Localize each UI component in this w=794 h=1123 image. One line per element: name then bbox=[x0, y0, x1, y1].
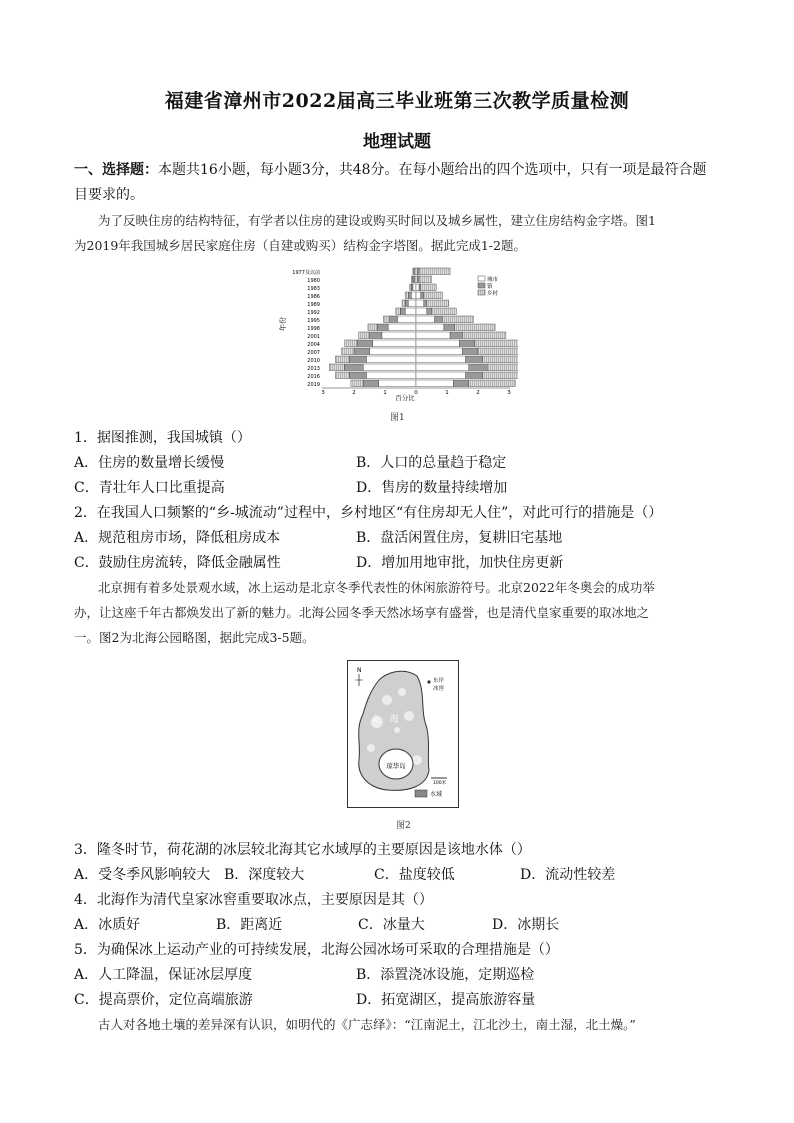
bar-right-rural-0 bbox=[419, 268, 450, 275]
year-label-9: 2004 bbox=[307, 342, 320, 348]
q5-option-a: A．人工降温，保证冰层厚度 bbox=[74, 967, 253, 983]
x-tick-6: 3 bbox=[507, 390, 511, 396]
bar-left-city-2 bbox=[413, 284, 416, 291]
q4-stem: 4．北海作为清代皇家冰窖重要取冰点，主要原因是其（） bbox=[74, 892, 433, 908]
bar-left-city-4 bbox=[408, 300, 416, 307]
bar-right-rural-11 bbox=[483, 356, 518, 363]
bar-right-city-13 bbox=[416, 372, 466, 379]
figure2-caption: 图2 bbox=[396, 821, 411, 831]
bar-right-rural-13 bbox=[483, 372, 518, 379]
bar-left-city-13 bbox=[366, 372, 416, 379]
year-label-8: 2001 bbox=[307, 334, 320, 340]
passage2-line1: 北京拥有着多处景观水域，冰上运动是北京冬季代表性的休闲旅游符号。北京2022年冬奥会的成功举 bbox=[98, 580, 655, 595]
q1-option-a: A．住房的数量增长缓慢 bbox=[74, 455, 225, 471]
bar-right-town-10 bbox=[463, 348, 479, 355]
bar-right-rural-2 bbox=[421, 284, 437, 291]
x-axis-label: 百分比 bbox=[395, 394, 415, 402]
water-legend-label: 水域 bbox=[430, 791, 443, 798]
bar-left-city-9 bbox=[373, 340, 416, 347]
bar-right-rural-9 bbox=[475, 340, 518, 347]
bar-right-town-2 bbox=[419, 284, 421, 291]
page-title: 福建省漳州市2022届高三毕业班第三次教学质量检测 bbox=[164, 90, 630, 112]
q2-stem: 2．在我国人口频繁的“乡-城流动”过程中，乡村地区“有住房却无人住”，对此可行的措施是（） bbox=[74, 505, 663, 521]
bar-left-town-0 bbox=[413, 268, 415, 275]
bar-left-city-7 bbox=[388, 324, 416, 331]
q4-option-a: A．冰质好 bbox=[74, 917, 141, 933]
x-tick-4: 1 bbox=[445, 390, 449, 396]
bar-left-city-6 bbox=[397, 316, 416, 323]
q2-option-a: A．规范租房市场，降低租房成本 bbox=[74, 530, 281, 546]
bar-right-rural-10 bbox=[478, 348, 518, 355]
bar-right-town-12 bbox=[469, 364, 488, 371]
bar-left-rural-13 bbox=[335, 372, 349, 379]
passage3-line1: 古人对各地土壤的差异深有认识，如明代的《广志绎》：“江南泥土，江北沙土，南土湿，北土燥。” bbox=[98, 1017, 636, 1032]
bar-left-rural-10 bbox=[342, 348, 354, 355]
bar-right-rural-12 bbox=[487, 364, 518, 371]
bar-left-rural-14 bbox=[351, 380, 363, 387]
bar-right-town-11 bbox=[466, 356, 483, 363]
year-label-7: 1998 bbox=[307, 326, 320, 332]
q4-option-c: C．冰量大 bbox=[358, 917, 425, 933]
bar-right-town-4 bbox=[424, 300, 427, 307]
instruction-line1: 本题共16小题，每小题3分，共48分。在每小题给出的四个选项中，只有一项是最符合题 bbox=[158, 162, 707, 178]
legend-rural: 乡村 bbox=[487, 291, 499, 297]
bar-right-city-12 bbox=[416, 364, 469, 371]
bar-right-rural-8 bbox=[463, 332, 506, 339]
bar-right-town-3 bbox=[421, 292, 424, 299]
bar-right-rural-3 bbox=[424, 292, 443, 299]
east-label-1: 东岸 bbox=[433, 678, 445, 684]
passage2-line2: 办，让这座千年古都焕发出了新的魅力。北海公园冬季天然冰场享有盛誉，也是清代皇家重要的取冰地之 bbox=[74, 605, 650, 620]
bar-left-town-11 bbox=[349, 356, 366, 363]
housing-pyramid-chart bbox=[278, 264, 518, 402]
bar-left-town-7 bbox=[377, 324, 388, 331]
bar-left-rural-4 bbox=[402, 300, 405, 307]
bar-right-city-0 bbox=[416, 268, 418, 275]
bar-right-city-7 bbox=[416, 324, 444, 331]
year-label-2: 1983 bbox=[307, 286, 320, 292]
bar-left-town-3 bbox=[408, 292, 411, 299]
q3-stem: 3．隆冬时节，荷花湖的冰层较北海其它水域厚的主要原因是该地水体（） bbox=[74, 842, 531, 858]
x-tick-0: 3 bbox=[321, 390, 325, 396]
bar-right-rural-1 bbox=[419, 276, 431, 283]
bar-left-rural-2 bbox=[410, 284, 412, 291]
year-label-5: 1992 bbox=[307, 310, 320, 316]
q2-option-b: B．盘活闲置住房，复耕旧宅基地 bbox=[356, 530, 563, 546]
bar-right-town-6 bbox=[435, 316, 443, 323]
bar-left-town-13 bbox=[349, 372, 366, 379]
section-instruction bbox=[74, 160, 707, 180]
year-label-14: 2019 bbox=[307, 382, 320, 388]
x-tick-2: 1 bbox=[383, 390, 387, 396]
year-label-3: 1986 bbox=[307, 294, 320, 300]
year-label-11: 2010 bbox=[307, 358, 320, 364]
q3-option-b: B．深度较大 bbox=[224, 867, 305, 883]
bar-left-city-12 bbox=[363, 364, 416, 371]
bar-right-city-3 bbox=[416, 292, 421, 299]
bar-right-city-1 bbox=[416, 276, 418, 283]
q2-option-d: D．增加用地审批，加快住房更新 bbox=[356, 555, 564, 571]
q4-option-b: B．距离近 bbox=[216, 917, 283, 933]
q1-option-b: B．人口的总量趋于稳定 bbox=[356, 455, 507, 471]
bar-right-town-5 bbox=[427, 308, 432, 315]
bar-right-city-14 bbox=[416, 380, 453, 387]
bar-left-rural-9 bbox=[345, 340, 357, 347]
bar-right-city-9 bbox=[416, 340, 459, 347]
year-label-6: 1995 bbox=[307, 318, 320, 324]
bar-left-town-12 bbox=[345, 364, 364, 371]
q3-option-d: D．流动性较差 bbox=[520, 867, 616, 883]
passage1-line2: 为2019年我国城乡居民家庭住房（自建或购买）结构金字塔图。据此完成1-2题。 bbox=[74, 238, 526, 253]
bar-left-rural-3 bbox=[405, 292, 408, 299]
legend-city: 城市 bbox=[487, 277, 499, 283]
bar-right-town-13 bbox=[466, 372, 483, 379]
bar-right-city-10 bbox=[416, 348, 463, 355]
q1-option-c: C．青壮年人口比重提高 bbox=[74, 480, 225, 496]
bar-left-rural-7 bbox=[368, 324, 377, 331]
bar-left-city-10 bbox=[370, 348, 417, 355]
page-subtitle: 地理试题 bbox=[363, 132, 431, 152]
bar-right-town-7 bbox=[444, 324, 455, 331]
bar-left-city-14 bbox=[379, 380, 416, 387]
bar-right-town-0 bbox=[418, 268, 420, 275]
lake-label: 北 海 bbox=[371, 715, 399, 725]
q5-stem: 5．为确保冰上运动产业的可持续发展，北海公园冰场可采取的合理措施是（） bbox=[74, 942, 559, 958]
bar-left-rural-12 bbox=[329, 364, 345, 371]
bar-left-town-8 bbox=[370, 332, 382, 339]
bar-left-town-6 bbox=[390, 316, 398, 323]
passage1-line1: 为了反映住房的结构特征，有学者以住房的建设或购买时间以及城乡属性，建立住房结构金字塔。图1 bbox=[98, 213, 656, 228]
figure1-caption: 图1 bbox=[390, 413, 405, 423]
scale-label: 100米 bbox=[433, 781, 447, 786]
bar-right-city-6 bbox=[416, 316, 435, 323]
year-label-1: 1980 bbox=[307, 278, 320, 284]
bar-left-town-2 bbox=[411, 284, 413, 291]
y-axis-label: 年份 bbox=[279, 317, 287, 331]
year-label-10: 2007 bbox=[307, 350, 320, 356]
bar-left-rural-5 bbox=[396, 308, 401, 315]
year-label-0: 1977及以前 bbox=[292, 270, 320, 276]
bar-left-city-1 bbox=[414, 276, 416, 283]
island-label: 琼华岛 bbox=[386, 762, 406, 770]
bar-left-city-3 bbox=[411, 292, 416, 299]
legend bbox=[478, 275, 499, 297]
bar-right-city-8 bbox=[416, 332, 450, 339]
bar-left-rural-8 bbox=[359, 332, 370, 339]
bar-right-town-1 bbox=[418, 276, 420, 283]
bar-left-town-4 bbox=[405, 300, 408, 307]
bar-right-rural-7 bbox=[455, 324, 495, 331]
bar-left-rural-6 bbox=[383, 316, 389, 323]
bar-left-town-14 bbox=[363, 380, 379, 387]
year-label-12: 2013 bbox=[307, 366, 320, 372]
bar-right-rural-14 bbox=[469, 380, 516, 387]
bar-right-city-2 bbox=[416, 284, 419, 291]
q3-option-a: A．受冬季风影响较大 bbox=[74, 867, 211, 883]
bar-right-city-11 bbox=[416, 356, 466, 363]
bar-left-town-9 bbox=[357, 340, 373, 347]
section-label: 一、选择题： bbox=[74, 162, 158, 178]
bar-right-city-4 bbox=[416, 300, 424, 307]
legend-town: 镇 bbox=[487, 284, 493, 290]
year-label-4: 1989 bbox=[307, 302, 320, 308]
bar-right-town-8 bbox=[450, 332, 462, 339]
q2-option-c: C．鼓励住房流转，降低金融属性 bbox=[74, 555, 281, 571]
q3-option-c: C．盐度较低 bbox=[374, 867, 455, 883]
year-label-13: 2016 bbox=[307, 374, 320, 380]
bar-left-town-10 bbox=[354, 348, 370, 355]
north-label: N bbox=[357, 667, 362, 674]
bar-right-rural-6 bbox=[442, 316, 473, 323]
q5-option-c: C．提高票价，定位高端旅游 bbox=[74, 992, 253, 1008]
bar-right-rural-5 bbox=[432, 308, 457, 315]
q1-option-d: D．售房的数量持续增加 bbox=[356, 480, 508, 496]
bar-left-city-8 bbox=[382, 332, 416, 339]
bar-right-city-5 bbox=[416, 308, 427, 315]
bar-right-town-9 bbox=[459, 340, 475, 347]
bar-left-city-0 bbox=[414, 268, 416, 275]
passage2-line3: 一。图2为北海公园略图，据此完成3-5题。 bbox=[74, 630, 315, 645]
bar-left-town-1 bbox=[413, 276, 415, 283]
bar-left-town-5 bbox=[401, 308, 406, 315]
bar-right-rural-4 bbox=[427, 300, 449, 307]
bar-left-rural-11 bbox=[335, 356, 349, 363]
beihai-park-map bbox=[347, 660, 459, 808]
bar-left-rural-1 bbox=[411, 276, 413, 283]
q5-option-b: B．添置浇冰设施，定期巡检 bbox=[356, 967, 535, 983]
x-tick-3: 0 bbox=[414, 390, 418, 396]
east-label-2: 冰窖 bbox=[433, 686, 445, 692]
instruction-line2: 目要求的。 bbox=[74, 187, 144, 203]
x-tick-5: 2 bbox=[476, 390, 480, 396]
bar-left-city-5 bbox=[405, 308, 416, 315]
x-tick-1: 2 bbox=[352, 390, 356, 396]
bar-left-city-11 bbox=[366, 356, 416, 363]
q1-stem: 1．据图推测，我国城镇（） bbox=[74, 430, 251, 446]
bar-right-town-14 bbox=[453, 380, 469, 387]
q5-option-d: D．拓宽湖区，提高旅游容量 bbox=[356, 992, 536, 1008]
q4-option-d: D．冰期长 bbox=[492, 917, 560, 933]
